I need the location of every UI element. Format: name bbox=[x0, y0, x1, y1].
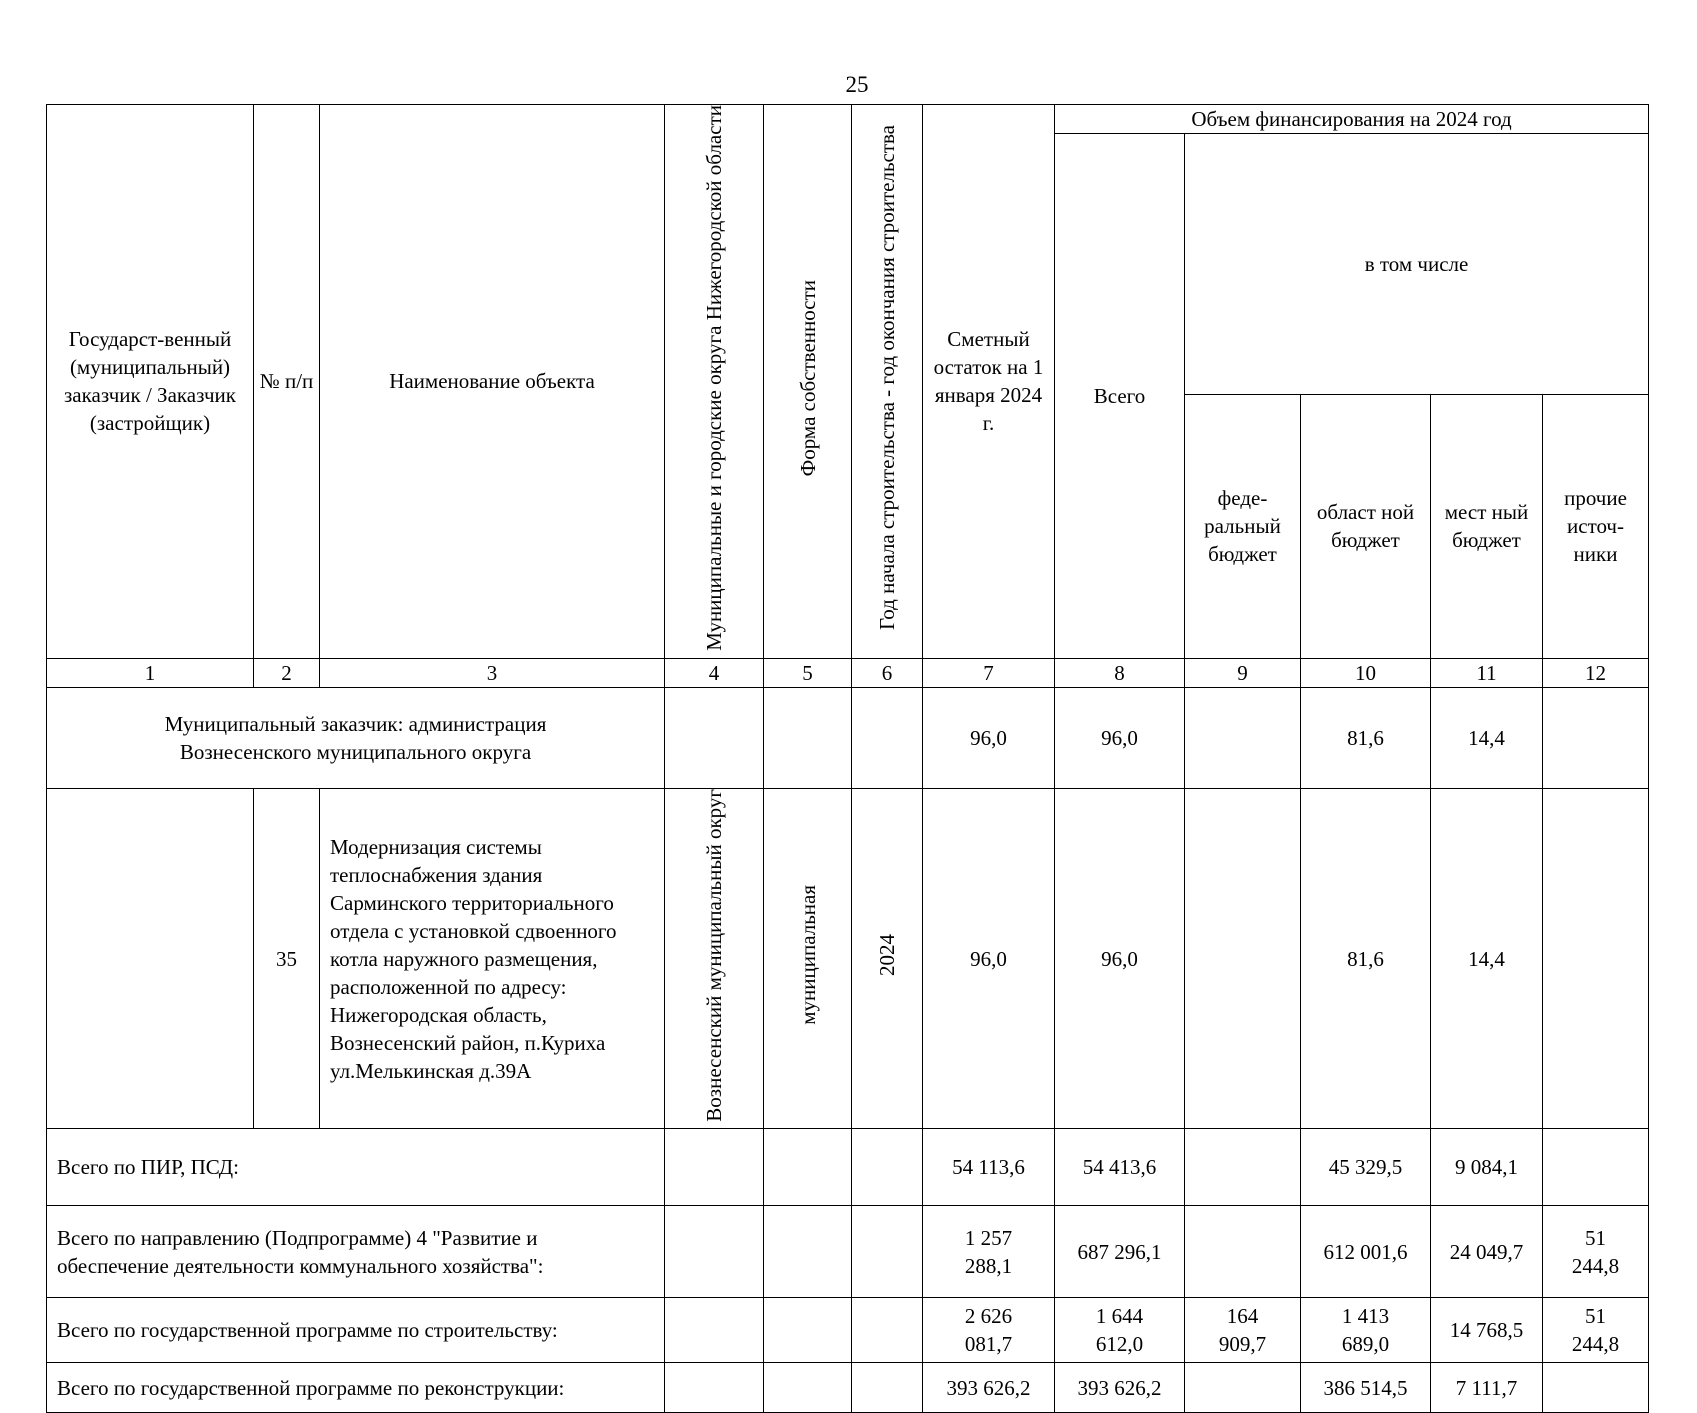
item-years: 2024 bbox=[852, 788, 923, 1129]
header-total: Всего bbox=[1055, 134, 1185, 659]
header-local-budget: мест ный бюджет bbox=[1431, 394, 1543, 658]
table-row-total-direction bbox=[47, 1206, 1649, 1298]
cell-local: 9 084,1 bbox=[1431, 1129, 1543, 1206]
cell-local: 7 111,7 bbox=[1431, 1363, 1543, 1413]
cell-regional: 81,6 bbox=[1301, 788, 1431, 1129]
customer-label: Муниципальный заказчик: администрация Вознесенского муниципального округа bbox=[47, 687, 665, 788]
cell-regional: 1 413 689,0 bbox=[1301, 1298, 1431, 1363]
item-ownership: муниципальная bbox=[764, 788, 852, 1129]
cell-estimate: 96,0 bbox=[923, 687, 1055, 788]
cell-regional: 81,6 bbox=[1301, 687, 1431, 788]
header-years: Год начала строительства - год окончания строительства bbox=[852, 105, 923, 659]
cell-regional: 386 514,5 bbox=[1301, 1363, 1431, 1413]
cell-other bbox=[1543, 1363, 1649, 1413]
column-numbers-row bbox=[47, 658, 1649, 687]
cell-estimate: 96,0 bbox=[923, 788, 1055, 1129]
header-other-sources: прочие источ-ники bbox=[1543, 394, 1649, 658]
cell-federal bbox=[1185, 1129, 1301, 1206]
table-row-total-construction bbox=[47, 1298, 1649, 1363]
header-customer: Государст-венный (муниципальный) заказчик / Заказчик (застройщик) bbox=[47, 105, 254, 659]
cell-regional: 45 329,5 bbox=[1301, 1129, 1431, 1206]
cell-other bbox=[1543, 687, 1649, 788]
cell-total: 96,0 bbox=[1055, 788, 1185, 1129]
cell-estimate: 54 113,6 bbox=[923, 1129, 1055, 1206]
cell-estimate: 1 257 288,1 bbox=[923, 1206, 1055, 1298]
cell-total: 687 296,1 bbox=[1055, 1206, 1185, 1298]
table-row-total-pir bbox=[47, 1129, 1649, 1206]
column-number: 6 bbox=[852, 658, 923, 687]
column-number: 1 bbox=[47, 658, 254, 687]
cell-total: 393 626,2 bbox=[1055, 1363, 1185, 1413]
table-row-customer bbox=[47, 687, 1649, 788]
header-district: Муниципальные и городские округа Нижегородской области bbox=[665, 105, 764, 659]
cell-other bbox=[1543, 1129, 1649, 1206]
table-row-total-reconstruction bbox=[47, 1363, 1649, 1413]
header-including: в том числе bbox=[1185, 134, 1649, 395]
total-direction-label: Всего по направлению (Подпрограмме) 4 "Развитие и обеспечение деятельности коммунального хозяйства": bbox=[47, 1206, 665, 1298]
header-object-name: Наименование объекта bbox=[320, 105, 665, 659]
cell-other bbox=[1543, 788, 1649, 1129]
total-construction-label: Всего по государственной программе по строительству: bbox=[47, 1298, 665, 1363]
column-number: 4 bbox=[665, 658, 764, 687]
column-number: 9 bbox=[1185, 658, 1301, 687]
cell-federal: 164 909,7 bbox=[1185, 1298, 1301, 1363]
header-regional-budget: област ной бюджет bbox=[1301, 394, 1431, 658]
cell-other: 51 244,8 bbox=[1543, 1298, 1649, 1363]
financing-table bbox=[46, 104, 1649, 1413]
column-number: 7 bbox=[923, 658, 1055, 687]
cell-estimate: 2 626 081,7 bbox=[923, 1298, 1055, 1363]
column-number: 3 bbox=[320, 658, 665, 687]
cell-federal bbox=[1185, 687, 1301, 788]
cell-other: 51 244,8 bbox=[1543, 1206, 1649, 1298]
cell-local: 14,4 bbox=[1431, 687, 1543, 788]
header-estimate-balance: Сметный остаток на 1 января 2024 г. bbox=[923, 105, 1055, 659]
header-federal-budget: феде-ральный бюджет bbox=[1185, 394, 1301, 658]
cell-local: 24 049,7 bbox=[1431, 1206, 1543, 1298]
cell-federal bbox=[1185, 788, 1301, 1129]
item-name: Модернизация системы теплоснабжения здания Сарминского территориального отдела с установкой сдвоенного котла наружного размещения, расположенной по адресу: Нижегородская область, Вознесенский район, п.Куриха ул.Мелькинская д.39А bbox=[320, 788, 665, 1129]
cell-regional: 612 001,6 bbox=[1301, 1206, 1431, 1298]
header-financing-title: Объем финансирования на 2024 год bbox=[1055, 105, 1649, 134]
cell-federal bbox=[1185, 1206, 1301, 1298]
cell-federal bbox=[1185, 1363, 1301, 1413]
column-number: 11 bbox=[1431, 658, 1543, 687]
page-number: 25 bbox=[845, 72, 869, 97]
header-ownership: Форма собственности bbox=[764, 105, 852, 659]
cell-total: 1 644 612,0 bbox=[1055, 1298, 1185, 1363]
item-number: 35 bbox=[254, 788, 320, 1129]
cell-local: 14 768,5 bbox=[1431, 1298, 1543, 1363]
cell-total: 54 413,6 bbox=[1055, 1129, 1185, 1206]
column-number: 10 bbox=[1301, 658, 1431, 687]
cell-local: 14,4 bbox=[1431, 788, 1543, 1129]
table-row-item-35 bbox=[47, 788, 1649, 1129]
header-number: № п/п bbox=[254, 105, 320, 659]
cell-total: 96,0 bbox=[1055, 687, 1185, 788]
column-number: 8 bbox=[1055, 658, 1185, 687]
cell-estimate: 393 626,2 bbox=[923, 1363, 1055, 1413]
column-number: 5 bbox=[764, 658, 852, 687]
total-reconstruction-label: Всего по государственной программе по реконструкции: bbox=[47, 1363, 665, 1413]
total-pir-label: Всего по ПИР, ПСД: bbox=[47, 1129, 665, 1206]
column-number: 12 bbox=[1543, 658, 1649, 687]
item-district: Вознесенский муниципальный округ bbox=[665, 788, 764, 1129]
column-number: 2 bbox=[254, 658, 320, 687]
